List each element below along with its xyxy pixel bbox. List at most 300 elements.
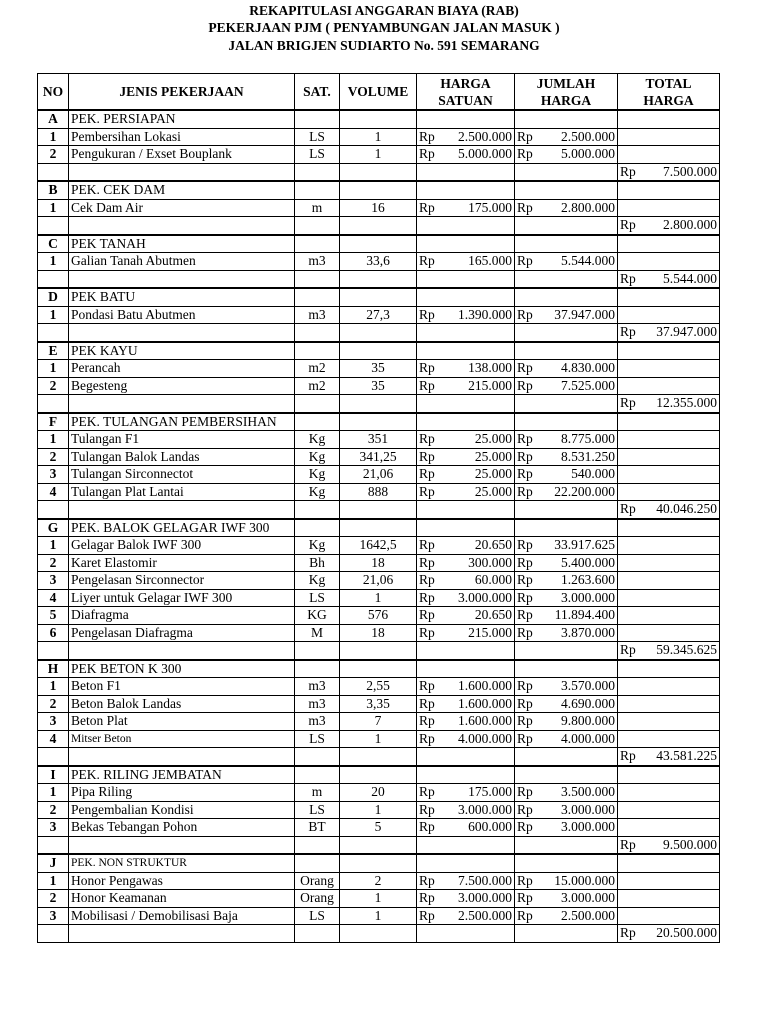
- currency-label: Rp: [419, 730, 435, 746]
- empty-cell: [515, 748, 618, 766]
- item-unit-price-amount: 5.000.000: [458, 146, 512, 162]
- item-volume: 1: [340, 589, 417, 607]
- empty-cell: [618, 537, 720, 555]
- empty-cell: [618, 907, 720, 925]
- item-unit: m3: [295, 306, 340, 324]
- item-number: 2: [38, 554, 69, 572]
- item-unit-price: [417, 572, 515, 590]
- item-unit: Kg: [295, 572, 340, 590]
- item-total-price: [515, 448, 618, 466]
- empty-cell: [515, 270, 618, 288]
- header-jumlah-harga: [515, 74, 618, 111]
- empty-cell: [515, 324, 618, 342]
- empty-cell: [618, 110, 720, 128]
- empty-cell: [515, 110, 618, 128]
- item-number: 1: [38, 306, 69, 324]
- empty-cell: [295, 110, 340, 128]
- currency-label: Rp: [517, 199, 533, 215]
- empty-cell: [618, 146, 720, 164]
- empty-cell: [515, 854, 618, 872]
- currency-label: Rp: [517, 907, 533, 923]
- item-volume: 1: [340, 801, 417, 819]
- currency-label: Rp: [419, 554, 435, 570]
- item-total-price: [515, 589, 618, 607]
- group-total-price-amount: 37.947.000: [656, 324, 717, 340]
- table-row: [38, 253, 720, 271]
- item-unit: LS: [295, 907, 340, 925]
- currency-label: Rp: [419, 146, 435, 162]
- empty-cell: [417, 110, 515, 128]
- group-total-price: [618, 642, 720, 660]
- currency-label: Rp: [419, 128, 435, 144]
- item-description: Mitser Beton: [69, 730, 295, 748]
- item-number: 1: [38, 431, 69, 449]
- item-unit-price: [417, 128, 515, 146]
- empty-cell: [417, 288, 515, 306]
- currency-label: Rp: [419, 819, 435, 835]
- group-name: PEK BATU: [69, 288, 295, 306]
- header-satuan: SAT.: [295, 74, 340, 111]
- item-description: Pondasi Batu Abutmen: [69, 306, 295, 324]
- empty-cell: [618, 448, 720, 466]
- currency-label: Rp: [517, 554, 533, 570]
- item-total-price-amount: 3.500.000: [561, 784, 615, 800]
- table-row: [38, 483, 720, 501]
- item-unit-price-amount: 25.000: [474, 466, 512, 482]
- empty-cell: [295, 395, 340, 413]
- empty-cell: [340, 836, 417, 854]
- item-unit-price: [417, 695, 515, 713]
- item-unit: Kg: [295, 431, 340, 449]
- empty-cell: [38, 925, 69, 943]
- empty-cell: [515, 342, 618, 360]
- item-description: Beton Plat: [69, 713, 295, 731]
- header-volume: VOLUME: [340, 74, 417, 111]
- empty-cell: [417, 342, 515, 360]
- currency-label: Rp: [517, 360, 533, 376]
- item-unit-price: [417, 872, 515, 890]
- empty-cell: [340, 217, 417, 235]
- item-unit-price-amount: 25.000: [474, 431, 512, 447]
- empty-cell: [295, 501, 340, 519]
- currency-label: Rp: [517, 253, 533, 269]
- header-no: NO: [38, 74, 69, 111]
- group-total-price: [618, 163, 720, 181]
- empty-cell: [38, 395, 69, 413]
- table-row: [38, 572, 720, 590]
- item-total-price-amount: 7.525.000: [561, 377, 615, 393]
- group-subtotal-row: [38, 748, 720, 766]
- item-volume: 21,06: [340, 466, 417, 484]
- item-total-price-amount: 3.000.000: [561, 801, 615, 817]
- currency-label: Rp: [517, 607, 533, 623]
- empty-cell: [340, 288, 417, 306]
- empty-cell: [618, 784, 720, 802]
- item-unit: LS: [295, 146, 340, 164]
- item-unit-price-amount: 20.650: [474, 537, 512, 553]
- group-name: PEK TANAH: [69, 235, 295, 253]
- empty-cell: [515, 766, 618, 784]
- item-volume: 2,55: [340, 678, 417, 696]
- table-row: [38, 678, 720, 696]
- empty-cell: [69, 642, 295, 660]
- item-number: 3: [38, 713, 69, 731]
- group-subtotal-row: [38, 270, 720, 288]
- item-number: 2: [38, 801, 69, 819]
- group-total-price: [618, 217, 720, 235]
- item-unit-price: [417, 784, 515, 802]
- item-unit-price: [417, 448, 515, 466]
- empty-cell: [618, 199, 720, 217]
- table-row: [38, 466, 720, 484]
- empty-cell: [417, 270, 515, 288]
- group-row: [38, 854, 720, 872]
- empty-cell: [295, 342, 340, 360]
- item-unit-price-amount: 3.000.000: [458, 890, 512, 906]
- currency-label: Rp: [517, 589, 533, 605]
- item-number: 1: [38, 678, 69, 696]
- empty-cell: [417, 766, 515, 784]
- item-unit-price: [417, 253, 515, 271]
- empty-cell: [618, 678, 720, 696]
- empty-cell: [515, 163, 618, 181]
- currency-label: Rp: [620, 501, 636, 517]
- document-title: REKAPITULASI ANGGARAN BIAYA (RAB): [249, 3, 519, 18]
- item-total-price: [515, 199, 618, 217]
- currency-label: Rp: [419, 483, 435, 499]
- item-unit: Kg: [295, 466, 340, 484]
- currency-label: Rp: [517, 695, 533, 711]
- empty-cell: [618, 181, 720, 199]
- item-unit-price: [417, 890, 515, 908]
- group-total-price: [618, 501, 720, 519]
- currency-label: Rp: [620, 324, 636, 340]
- table-row: [38, 146, 720, 164]
- item-volume: 27,3: [340, 306, 417, 324]
- item-unit-price-amount: 175.000: [468, 784, 512, 800]
- currency-label: Rp: [620, 163, 636, 179]
- item-number: 6: [38, 624, 69, 642]
- group-row: [38, 235, 720, 253]
- item-total-price-amount: 2.500.000: [561, 128, 615, 144]
- item-unit-price-amount: 1.390.000: [458, 306, 512, 322]
- group-row: [38, 766, 720, 784]
- empty-cell: [515, 217, 618, 235]
- group-subtotal-row: [38, 163, 720, 181]
- item-description: Beton F1: [69, 678, 295, 696]
- item-total-price: [515, 801, 618, 819]
- item-unit-price-amount: 215.000: [468, 624, 512, 640]
- empty-cell: [417, 395, 515, 413]
- item-number: 1: [38, 199, 69, 217]
- item-unit: Kg: [295, 483, 340, 501]
- group-code: I: [38, 766, 69, 784]
- header-jumlah-harga-line1: JUMLAH: [536, 75, 596, 91]
- item-description: Tulangan Balok Landas: [69, 448, 295, 466]
- currency-label: Rp: [620, 270, 636, 286]
- item-total-price: [515, 713, 618, 731]
- item-total-price-amount: 2.800.000: [561, 199, 615, 215]
- item-unit-price: [417, 431, 515, 449]
- currency-label: Rp: [517, 448, 533, 464]
- currency-label: Rp: [419, 872, 435, 888]
- group-total-price-amount: 2.800.000: [663, 217, 717, 233]
- item-total-price-amount: 22.200.000: [554, 483, 615, 499]
- group-total-price: [618, 925, 720, 943]
- empty-cell: [295, 181, 340, 199]
- empty-cell: [618, 288, 720, 306]
- item-number: 3: [38, 572, 69, 590]
- item-total-price-amount: 8.531.250: [561, 448, 615, 464]
- item-unit-price-amount: 138.000: [468, 360, 512, 376]
- group-total-price: [618, 270, 720, 288]
- item-unit: m3: [295, 253, 340, 271]
- item-volume: 3,35: [340, 695, 417, 713]
- item-unit-price-amount: 3.000.000: [458, 589, 512, 605]
- table-row: [38, 713, 720, 731]
- currency-label: Rp: [620, 642, 636, 658]
- item-total-price-amount: 4.690.000: [561, 695, 615, 711]
- item-total-price-amount: 5.000.000: [561, 146, 615, 162]
- empty-cell: [515, 519, 618, 537]
- group-total-price-amount: 20.500.000: [656, 925, 717, 941]
- item-volume: 1642,5: [340, 537, 417, 555]
- header-jumlah-harga-line2: HARGA: [540, 92, 592, 108]
- empty-cell: [618, 431, 720, 449]
- empty-cell: [340, 395, 417, 413]
- item-number: 1: [38, 537, 69, 555]
- item-total-price-amount: 3.870.000: [561, 624, 615, 640]
- item-unit: m2: [295, 360, 340, 378]
- empty-cell: [515, 925, 618, 943]
- table-row: [38, 589, 720, 607]
- empty-cell: [618, 554, 720, 572]
- currency-label: Rp: [419, 784, 435, 800]
- item-unit-price-amount: 1.600.000: [458, 713, 512, 729]
- item-unit-price-amount: 3.000.000: [458, 801, 512, 817]
- empty-cell: [417, 413, 515, 431]
- empty-cell: [340, 324, 417, 342]
- item-unit: Orang: [295, 872, 340, 890]
- item-volume: 351: [340, 431, 417, 449]
- item-total-price: [515, 431, 618, 449]
- item-unit-price: [417, 624, 515, 642]
- empty-cell: [417, 642, 515, 660]
- group-code: A: [38, 110, 69, 128]
- empty-cell: [515, 642, 618, 660]
- empty-cell: [618, 342, 720, 360]
- empty-cell: [69, 324, 295, 342]
- group-total-price: [618, 748, 720, 766]
- item-total-price-amount: 540.000: [571, 466, 615, 482]
- group-row: [38, 181, 720, 199]
- empty-cell: [340, 342, 417, 360]
- header-total-harga-line1: TOTAL: [645, 75, 692, 91]
- currency-label: Rp: [517, 306, 533, 322]
- item-total-price-amount: 3.000.000: [561, 819, 615, 835]
- item-unit-price: [417, 713, 515, 731]
- empty-cell: [417, 519, 515, 537]
- group-total-price-amount: 40.046.250: [656, 501, 717, 517]
- currency-label: Rp: [620, 217, 636, 233]
- group-row: [38, 342, 720, 360]
- header-total-harga: [618, 74, 720, 111]
- empty-cell: [69, 270, 295, 288]
- item-total-price-amount: 4.830.000: [561, 360, 615, 376]
- group-subtotal-row: [38, 925, 720, 943]
- empty-cell: [618, 466, 720, 484]
- item-number: 1: [38, 253, 69, 271]
- currency-label: Rp: [620, 836, 636, 852]
- item-total-price: [515, 253, 618, 271]
- item-number: 1: [38, 128, 69, 146]
- empty-cell: [69, 217, 295, 235]
- group-total-price-amount: 59.345.625: [656, 642, 717, 658]
- empty-cell: [295, 519, 340, 537]
- empty-cell: [618, 483, 720, 501]
- empty-cell: [69, 925, 295, 943]
- item-unit: LS: [295, 730, 340, 748]
- empty-cell: [618, 766, 720, 784]
- empty-cell: [417, 181, 515, 199]
- currency-label: Rp: [419, 377, 435, 393]
- item-unit-price-amount: 600.000: [468, 819, 512, 835]
- currency-label: Rp: [517, 377, 533, 393]
- item-unit-price-amount: 25.000: [474, 448, 512, 464]
- item-total-price-amount: 3.570.000: [561, 678, 615, 694]
- item-unit-price: [417, 730, 515, 748]
- item-number: 1: [38, 872, 69, 890]
- item-description: Pembersihan Lokasi: [69, 128, 295, 146]
- group-name: PEK KAYU: [69, 342, 295, 360]
- item-description: Pengukuran / Exset Bouplank: [69, 146, 295, 164]
- item-unit-price: [417, 678, 515, 696]
- item-number: 5: [38, 607, 69, 625]
- item-description: Pipa Riling: [69, 784, 295, 802]
- table-row: [38, 890, 720, 908]
- table-row: [38, 730, 720, 748]
- currency-label: Rp: [517, 819, 533, 835]
- item-number: 4: [38, 730, 69, 748]
- empty-cell: [69, 836, 295, 854]
- empty-cell: [618, 607, 720, 625]
- group-code: C: [38, 235, 69, 253]
- table-row: [38, 554, 720, 572]
- empty-cell: [515, 181, 618, 199]
- item-description: Diafragma: [69, 607, 295, 625]
- item-description: Galian Tanah Abutmen: [69, 253, 295, 271]
- item-number: 4: [38, 483, 69, 501]
- currency-label: Rp: [620, 925, 636, 941]
- item-volume: 341,25: [340, 448, 417, 466]
- item-total-price: [515, 466, 618, 484]
- empty-cell: [618, 624, 720, 642]
- item-volume: 1: [340, 730, 417, 748]
- group-code: J: [38, 854, 69, 872]
- item-volume: 2: [340, 872, 417, 890]
- empty-cell: [515, 413, 618, 431]
- empty-cell: [340, 110, 417, 128]
- empty-cell: [515, 660, 618, 678]
- currency-label: Rp: [517, 890, 533, 906]
- item-unit: Bh: [295, 554, 340, 572]
- empty-cell: [69, 163, 295, 181]
- empty-cell: [417, 748, 515, 766]
- item-description: Beton Balok Landas: [69, 695, 295, 713]
- table-row: [38, 306, 720, 324]
- item-description: Liyer untuk Gelagar IWF 300: [69, 589, 295, 607]
- currency-label: Rp: [419, 431, 435, 447]
- table-row: [38, 128, 720, 146]
- currency-label: Rp: [517, 537, 533, 553]
- empty-cell: [515, 235, 618, 253]
- empty-cell: [295, 766, 340, 784]
- group-row: [38, 413, 720, 431]
- item-unit-price-amount: 4.000.000: [458, 730, 512, 746]
- item-description: Bekas Tebangan Pohon: [69, 819, 295, 837]
- table-row: [38, 607, 720, 625]
- item-number: 2: [38, 377, 69, 395]
- item-volume: 1: [340, 128, 417, 146]
- currency-label: Rp: [517, 624, 533, 640]
- item-total-price-amount: 1.263.600: [561, 572, 615, 588]
- document-subtitle: PEKERJAAN PJM ( PENYAMBUNGAN JALAN MASUK ): [208, 20, 560, 35]
- table-row: [38, 199, 720, 217]
- group-code: H: [38, 660, 69, 678]
- rab-table: [37, 73, 720, 943]
- item-volume: 18: [340, 554, 417, 572]
- item-description: Tulangan Sirconnectot: [69, 466, 295, 484]
- item-unit: LS: [295, 801, 340, 819]
- item-total-price: [515, 572, 618, 590]
- empty-cell: [340, 501, 417, 519]
- empty-cell: [618, 128, 720, 146]
- item-total-price: [515, 678, 618, 696]
- group-total-price: [618, 836, 720, 854]
- empty-cell: [295, 748, 340, 766]
- rab-table-body: [38, 110, 720, 942]
- item-total-price-amount: 5.544.000: [561, 253, 615, 269]
- item-total-price: [515, 730, 618, 748]
- empty-cell: [295, 324, 340, 342]
- item-total-price-amount: 5.400.000: [561, 554, 615, 570]
- currency-label: Rp: [517, 713, 533, 729]
- table-row: [38, 624, 720, 642]
- empty-cell: [417, 925, 515, 943]
- currency-label: Rp: [517, 431, 533, 447]
- item-total-price: [515, 819, 618, 837]
- item-number: 3: [38, 907, 69, 925]
- item-unit: Kg: [295, 448, 340, 466]
- group-subtotal-row: [38, 836, 720, 854]
- item-total-price-amount: 9.800.000: [561, 713, 615, 729]
- group-total-price: [618, 395, 720, 413]
- item-total-price: [515, 607, 618, 625]
- currency-label: Rp: [419, 466, 435, 482]
- empty-cell: [69, 748, 295, 766]
- group-name: PEK. NON STRUKTUR: [69, 854, 295, 872]
- empty-cell: [38, 836, 69, 854]
- item-unit-price-amount: 1.600.000: [458, 695, 512, 711]
- header-harga-satuan-line1: HARGA: [440, 75, 491, 91]
- item-unit-price-amount: 300.000: [468, 554, 512, 570]
- item-description: Tulangan F1: [69, 431, 295, 449]
- table-row: [38, 695, 720, 713]
- group-total-price-amount: 43.581.225: [656, 748, 717, 764]
- currency-label: Rp: [517, 678, 533, 694]
- empty-cell: [295, 413, 340, 431]
- empty-cell: [618, 695, 720, 713]
